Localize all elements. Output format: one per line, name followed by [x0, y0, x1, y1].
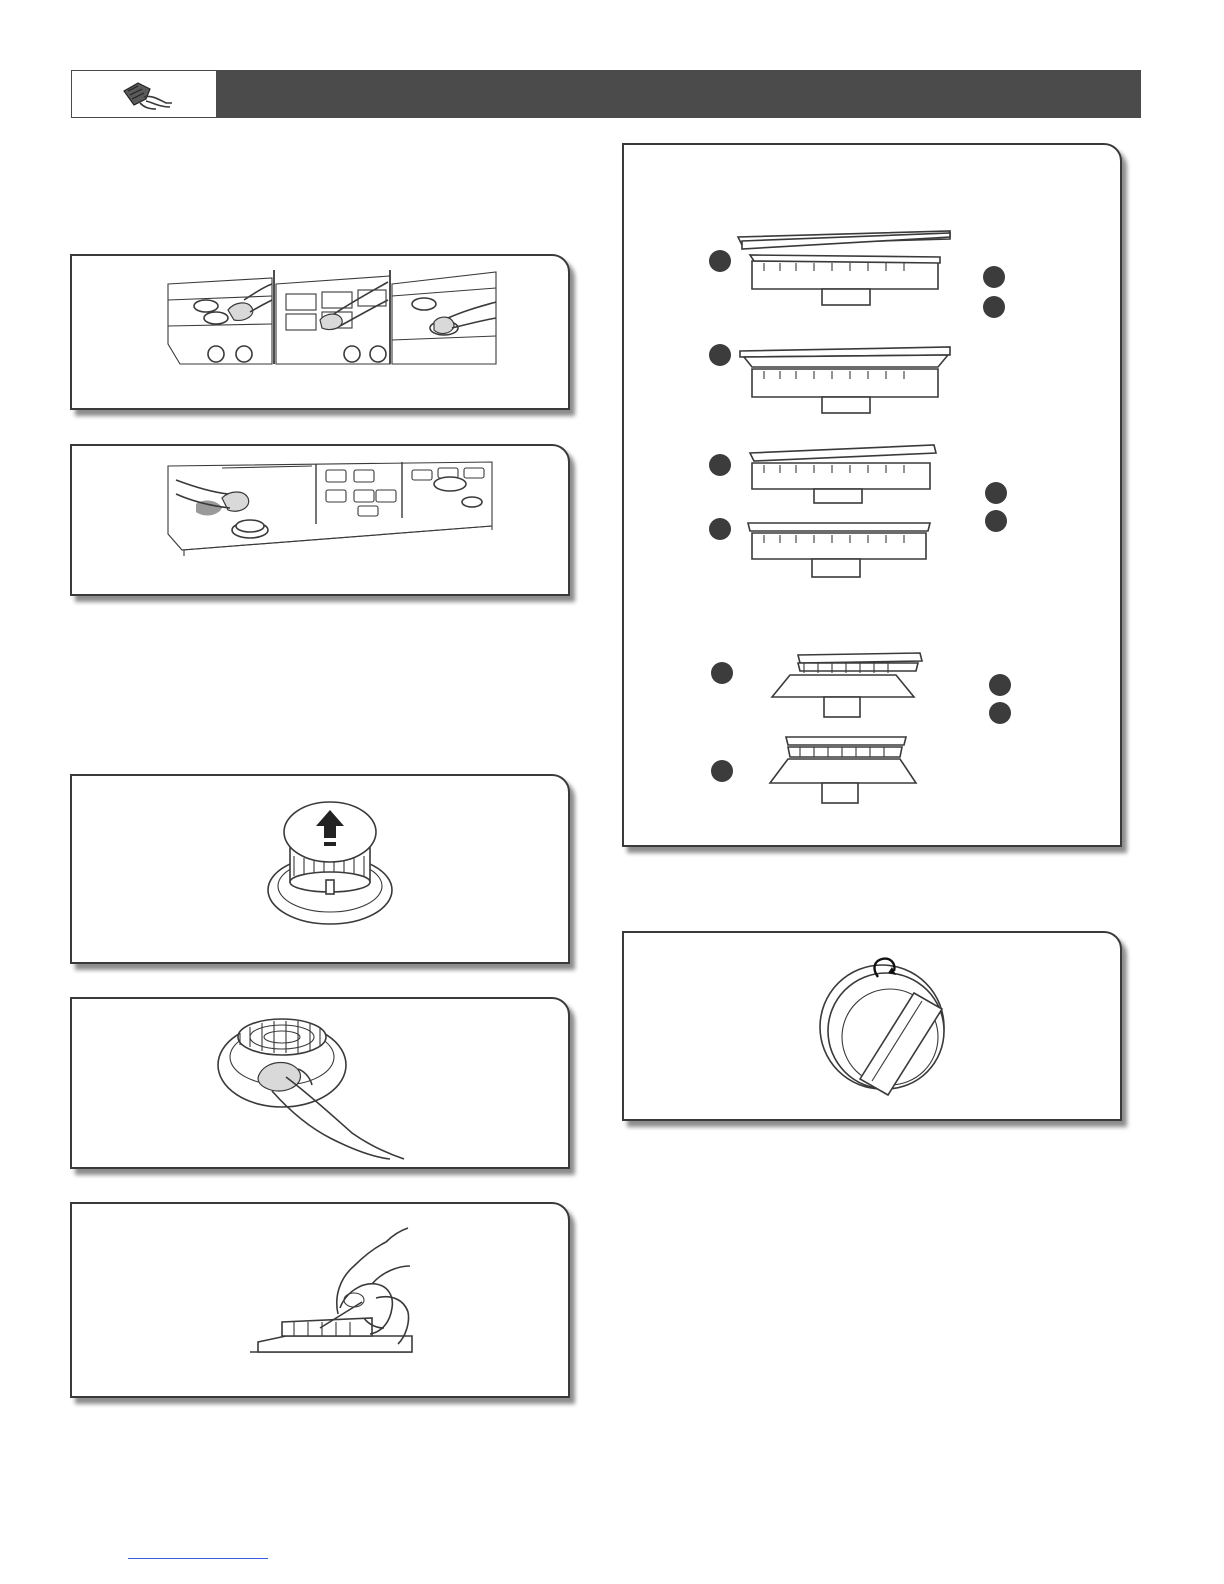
- cleaning-cloth-icon: [116, 77, 176, 113]
- misaligned-cap-large-1: [738, 231, 950, 305]
- figure-clean-ports: [70, 1202, 570, 1398]
- burner-cap-lift-arrow-illustration: [72, 776, 570, 964]
- figure-remove-burner-cap: [70, 774, 570, 964]
- misaligned-cap-small: [772, 653, 922, 717]
- figure-burner-cap-alignment: [622, 143, 1122, 847]
- control-knob-illustration: [624, 933, 1122, 1121]
- aligned-cap-medium: [748, 523, 930, 577]
- hand-wiping-spill-illustration: [72, 446, 570, 596]
- aligned-cap-small: [770, 737, 916, 803]
- figure-clean-burner-base: [70, 997, 570, 1169]
- figure-control-knob: [622, 931, 1122, 1121]
- figure-wipe-cooktop: [70, 254, 570, 410]
- burner-cap-alignment-illustration: [624, 145, 1122, 847]
- misaligned-cap-medium: [750, 445, 936, 503]
- hand-wiping-cooktop-illustration: [72, 256, 570, 410]
- figure-wipe-spill: [70, 444, 570, 596]
- section-header-bar: [71, 70, 1141, 118]
- hand-cleaning-burner-base-illustration: [72, 999, 570, 1169]
- hand-cleaning-burner-ports-illustration: [72, 1204, 570, 1398]
- footer-link-underline[interactable]: [128, 1558, 268, 1559]
- misaligned-cap-large-2: [740, 347, 950, 413]
- header-icon-box: [72, 71, 217, 117]
